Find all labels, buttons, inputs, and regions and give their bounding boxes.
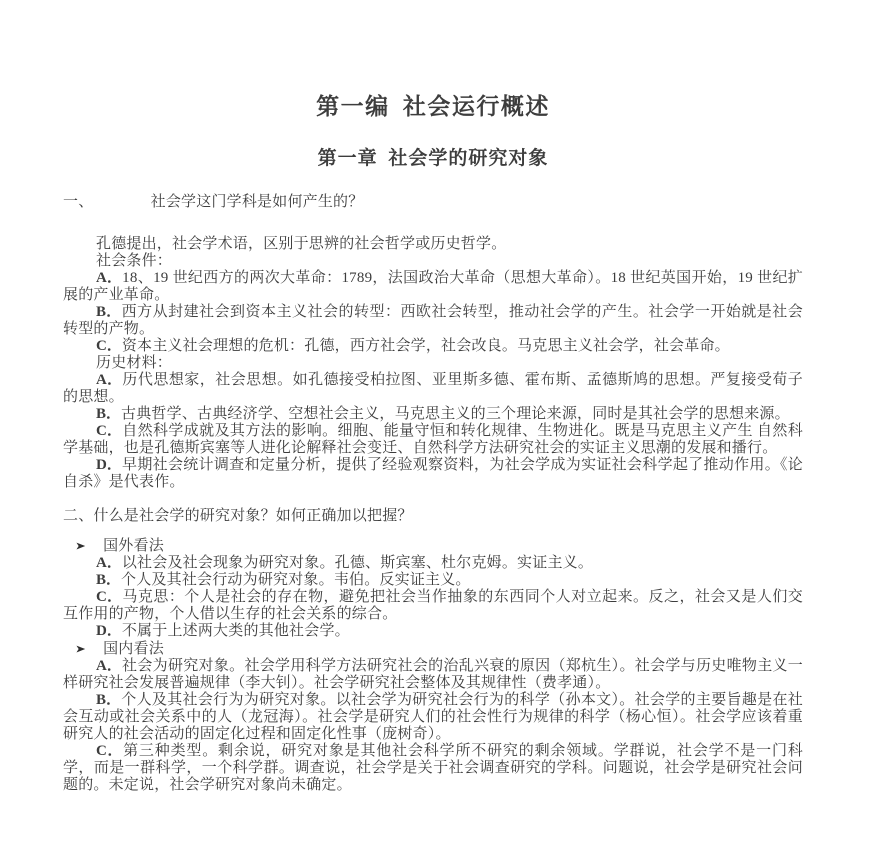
item-marker: D．	[96, 457, 123, 473]
item-text: 历代思想家，社会思想。如孔德接受柏拉图、亚里斯多德、霍布斯、孟德斯鸠的思想。严复接受荀子的思想。	[63, 372, 803, 405]
item-text: 古典哲学、古典经济学、空想社会主义，马克思主义的三个理论来源，同时是其社会学的思想来源。	[121, 406, 790, 422]
question-heading: 一、 社会学这门学科是如何产生的？	[63, 194, 364, 210]
arrowhead-bullet-icon: ➤	[75, 642, 87, 655]
paragraph: 孔德提出，社会学术语，区别于思辨的社会哲学或历史哲学。	[96, 236, 507, 252]
item-text: 不属于上述两大类的其他社会学。	[121, 623, 350, 639]
paragraph: 社会条件：	[96, 253, 173, 269]
item-text: 以社会及社会现象为研究对象。孔德、斯宾塞、杜尔克姆。实证主义。	[121, 555, 594, 571]
paragraph	[63, 589, 803, 623]
item-text: 自然科学成就及其方法的影响。细胞、能量守恒和转化规律、生物进化。既是马克思主义产生 自然科学基础，也是孔德斯宾塞等人进化论解释社会变迁、自然科学方法研究社会的实证主义思潮的发展和播行。	[63, 423, 803, 456]
paragraph	[63, 555, 803, 572]
item-text: 西方从封建社会到资本主义社会的转型：西欧社会转型，推动社会学的产生。社会学一开始就是社会转型的产物。	[63, 304, 803, 337]
item-text: 马克思：个人是社会的存在物，避免把社会当作抽象的东西同个人对立起来。反之，社会又是人们交互作用的产物，个人借以生存的社会关系的综合。	[63, 589, 803, 622]
paragraph	[63, 423, 803, 457]
paragraph	[63, 338, 803, 355]
item-text: 早期社会统计调查和定量分析，提供了经验观察资料，为社会学成为实证社会科学起了推动作用。《论自杀》是代表作。	[63, 457, 803, 490]
paragraph: 历史材料：	[96, 355, 173, 371]
item-marker: C．	[96, 423, 123, 439]
paragraph	[63, 572, 803, 589]
item-marker: A．	[96, 372, 123, 388]
document-body	[63, 194, 803, 794]
item-marker: A．	[96, 270, 123, 286]
part-title: 第一编 社会运行概述	[316, 94, 550, 119]
paragraph	[63, 658, 803, 692]
item-marker: C．	[96, 589, 123, 605]
item-marker: C．	[96, 743, 124, 759]
item-marker: B．	[96, 692, 122, 708]
bullet-label: 国内看法	[103, 641, 164, 657]
paragraph	[63, 743, 803, 794]
paragraph	[63, 304, 803, 338]
question-heading: 二、什么是社会学的研究对象？如何正确加以把握？	[63, 508, 413, 524]
bullet-item	[63, 537, 803, 555]
item-text: 18、19 世纪西方的两次大革命：1789，法国政治大革命（思想大革命）。18 世纪英国开始，19 世纪扩展的产业革命。	[63, 270, 803, 303]
item-text: 个人及其社会行为为研究对象。以社会学为研究社会行为的科学（孙本文）。社会学的主要旨趣是在社会互动或社会关系中的人（龙冠海）。社会学是研究人们的社会性行为规律的科学（杨心恒）。社会学应该着重研究人的社会活动的固定化过程和固定化性事（庞树奇）。	[63, 692, 803, 742]
item-marker: B．	[96, 304, 122, 320]
item-marker: D．	[96, 623, 122, 639]
item-marker: A．	[96, 555, 122, 571]
paragraph	[63, 270, 803, 304]
arrowhead-bullet-icon: ➤	[75, 539, 87, 552]
item-marker: B．	[96, 572, 122, 588]
paragraph	[63, 372, 803, 406]
item-text: 第三种类型。剩余说，研究对象是其他社会科学所不研究的剩余领域。学群说，社会学不是一门科学，而是一群科学，一个科学群。调查说，社会学是关于社会调查研究的学科。问题说，社会学是研究社会问题的。未定说，社会学研究对象尚未确定。	[63, 743, 803, 793]
paragraph	[63, 623, 803, 640]
item-marker: C．	[96, 338, 122, 354]
paragraph	[63, 692, 803, 743]
bullet-item	[63, 640, 803, 658]
paragraph	[63, 406, 803, 423]
bullet-label: 国外看法	[103, 538, 164, 554]
item-marker: A．	[96, 658, 123, 674]
paragraph	[63, 457, 803, 491]
item-text: 个人及其社会行动为研究对象。韦伯。反实证主义。	[121, 572, 471, 588]
item-marker: B．	[96, 406, 122, 422]
item-text: 社会为研究对象。社会学用科学方法研究社会的治乱兴衰的原因（郑杭生）。社会学与历史唯物主义一样研究社会发展普遍规律（李大钊）。社会学研究社会整体及其规律性（费孝通）。	[63, 658, 803, 691]
chapter-title: 第一章 社会学的研究对象	[317, 148, 549, 169]
item-text: 资本主义社会理想的危机：孔德，西方社会学，社会改良。马克思主义社会学，社会革命。	[121, 338, 730, 354]
